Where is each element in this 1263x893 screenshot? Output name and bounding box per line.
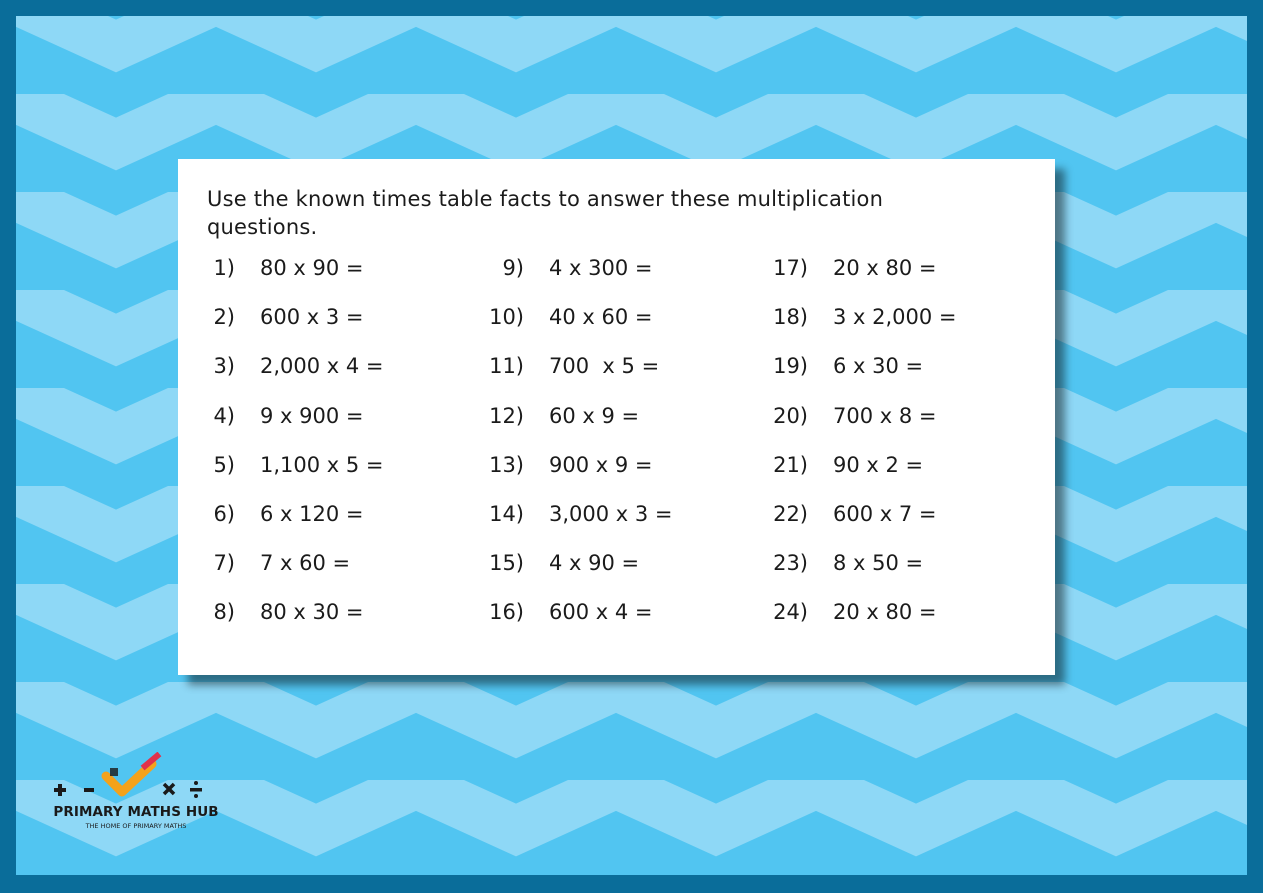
question-expression: 3 x 2,000 = bbox=[833, 305, 957, 330]
question-number: 2) bbox=[213, 305, 235, 330]
question-expression: 700 x 8 = bbox=[833, 403, 937, 428]
question-expression: 9 x 900 = bbox=[260, 403, 364, 428]
question-expression: 4 x 300 = bbox=[549, 256, 653, 280]
question-number: 23) bbox=[773, 551, 808, 576]
question-expression: 700 x 5 = bbox=[549, 354, 660, 379]
question-expression: 600 x 3 = bbox=[260, 305, 364, 330]
question-number: 21) bbox=[773, 452, 808, 477]
question-expression: 8 x 50 = bbox=[833, 551, 924, 576]
question-expression: 20 x 80 = bbox=[833, 256, 937, 280]
question-expression: 2,000 x 4 = bbox=[260, 354, 384, 379]
question-expression: 60 x 9 = bbox=[549, 403, 640, 428]
primary-maths-hub-logo bbox=[40, 752, 230, 836]
question-number: 6) bbox=[213, 502, 235, 526]
logo-tagline: THE HOME OF PRIMARY MATHS bbox=[85, 822, 187, 830]
question-number: 9) bbox=[502, 256, 524, 280]
question-number: 10) bbox=[489, 305, 524, 330]
question-expression: 90 x 2 = bbox=[833, 452, 924, 477]
question-expression: 600 x 7 = bbox=[833, 502, 937, 526]
logo-symbols-graphic bbox=[40, 752, 230, 808]
question-number: 8) bbox=[213, 600, 235, 625]
question-number: 1) bbox=[213, 256, 235, 280]
question-number: 12) bbox=[489, 403, 524, 428]
question-number: 16) bbox=[489, 600, 524, 625]
question-expression: 80 x 90 = bbox=[260, 256, 364, 280]
question-expression: 6 x 120 = bbox=[260, 502, 364, 526]
question-number: 13) bbox=[489, 452, 524, 477]
worksheet-card bbox=[178, 159, 1055, 675]
question-number: 22) bbox=[773, 502, 808, 526]
question-number: 15) bbox=[489, 551, 524, 576]
question-number: 20) bbox=[773, 403, 808, 428]
question-expression: 4 x 90 = bbox=[549, 551, 640, 576]
question-number: 5) bbox=[213, 452, 235, 477]
question-number: 11) bbox=[489, 354, 524, 379]
question-number: 18) bbox=[773, 305, 808, 330]
question-expression: 20 x 80 = bbox=[833, 600, 937, 625]
question-number: 7) bbox=[213, 551, 235, 576]
instruction-text: Use the known times table facts to answer these multiplication questions. bbox=[207, 187, 884, 239]
question-number: 14) bbox=[489, 502, 524, 526]
question-number: 19) bbox=[773, 354, 808, 379]
question-number: 17) bbox=[773, 256, 808, 280]
question-number: 4) bbox=[213, 403, 235, 428]
question-expression: 7 x 60 = bbox=[260, 551, 351, 576]
question-expression: 6 x 30 = bbox=[833, 354, 924, 379]
question-expression: 600 x 4 = bbox=[549, 600, 653, 625]
question-number: 24) bbox=[773, 600, 808, 625]
logo-title: PRIMARY MATHS HUB bbox=[53, 804, 219, 820]
question-expression: 3,000 x 3 = bbox=[549, 502, 673, 526]
question-expression: 1,100 x 5 = bbox=[260, 452, 384, 477]
question-number: 3) bbox=[213, 354, 235, 379]
question-expression: 900 x 9 = bbox=[549, 452, 653, 477]
question-expression: 80 x 30 = bbox=[260, 600, 364, 625]
question-expression: 40 x 60 = bbox=[549, 305, 653, 330]
